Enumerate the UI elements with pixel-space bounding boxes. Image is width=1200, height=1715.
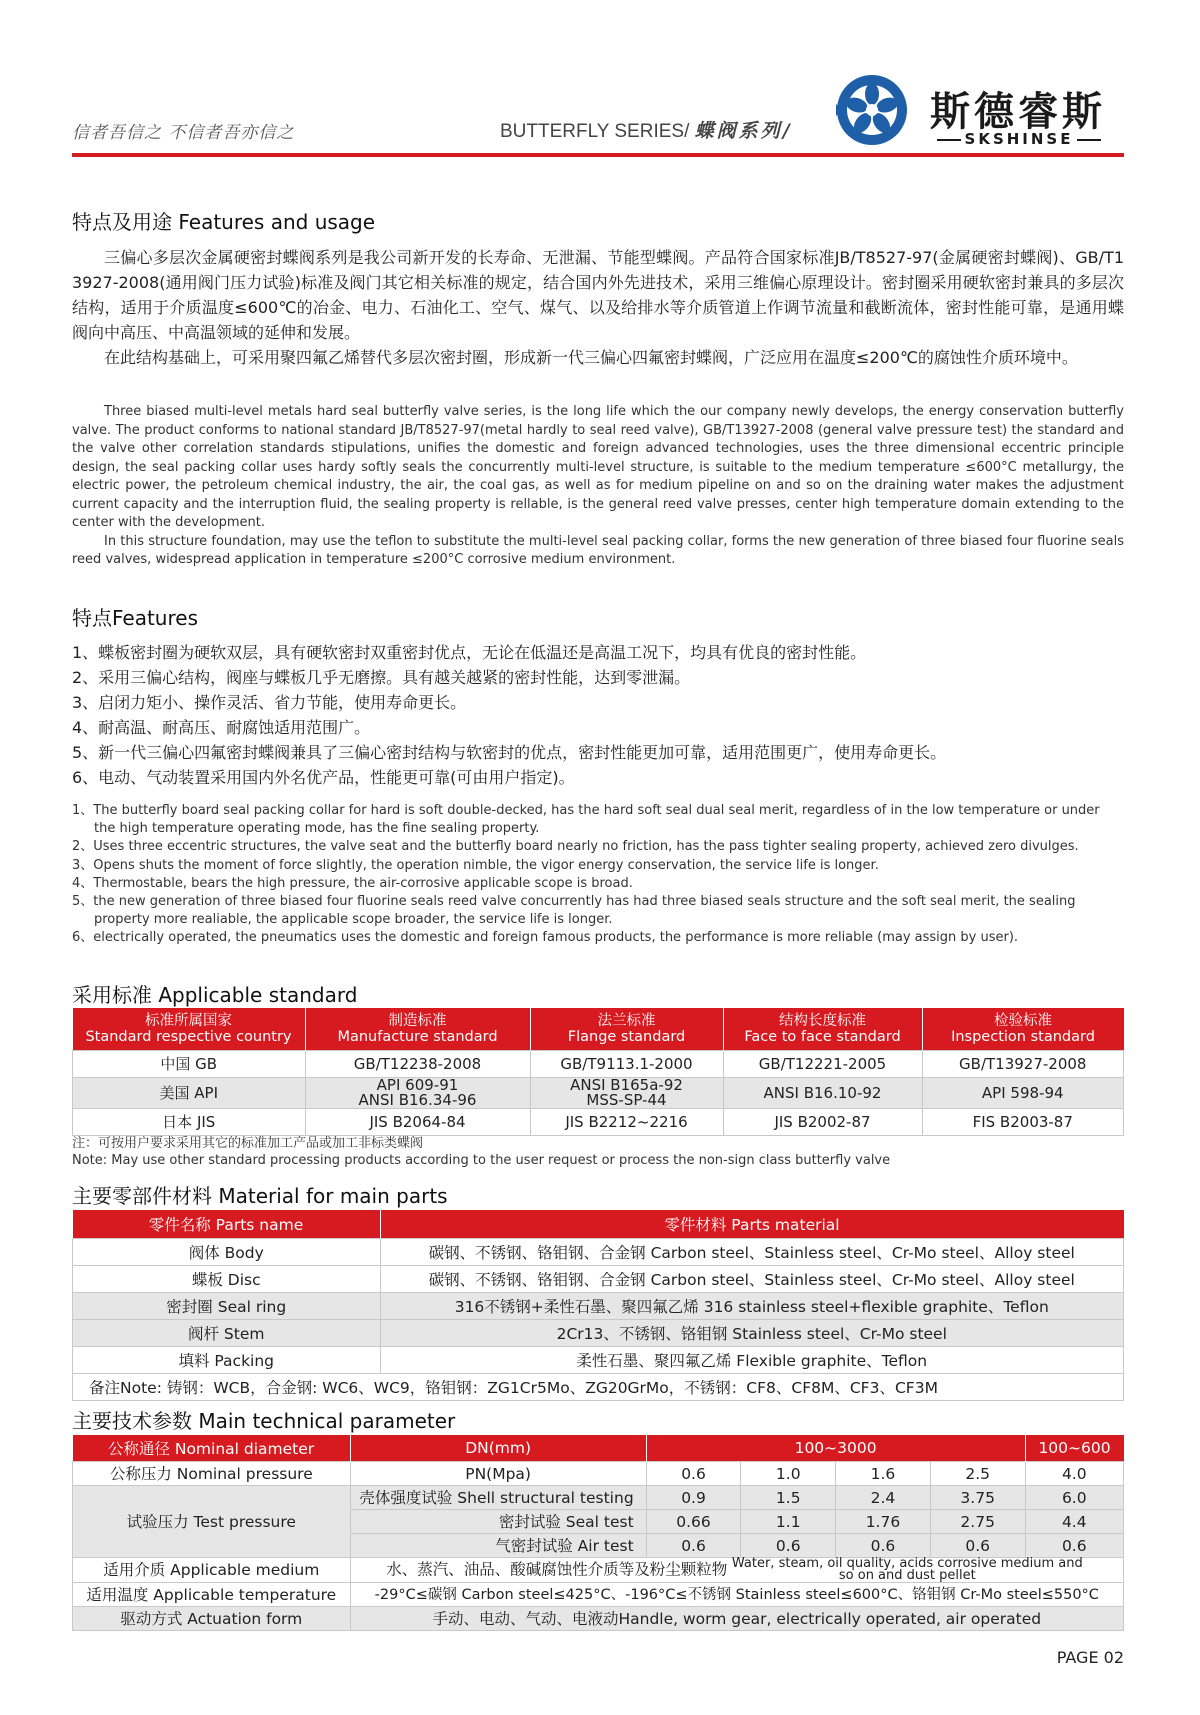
tech-header-row <box>73 1435 1124 1462</box>
standard-cell: ANSI B16.10-92 <box>723 1078 922 1109</box>
standard-cell: 日本 JIS <box>73 1109 306 1136</box>
standard-cell <box>305 1078 530 1109</box>
table-row <box>73 1051 1124 1078</box>
table-row <box>73 1607 1124 1631</box>
brand-name-cn: 斯德睿斯 <box>930 88 1106 135</box>
features-en-item: 3、Opens shuts the moment of force slightly, the operation nimble, the vigor energy conservation, the service life is longer. <box>72 857 879 873</box>
features-en-item: 1、The butterfly board seal packing collar for hard is soft double-decked, has the hard soft seal dual seal merit, regardless of in the low temperature or under the high temperature operating mode, has the fine sealing property. <box>72 803 1100 837</box>
standard-cell: GB/T9113.1-2000 <box>530 1051 723 1078</box>
materials-title: 主要零部件材料 Material for main parts <box>72 1184 448 1208</box>
features-usage-en <box>72 403 1124 570</box>
table-row <box>73 1293 1124 1320</box>
materials-part-name: 蝶板 Disc <box>73 1266 381 1293</box>
tech-header-range1: 100~3000 <box>646 1435 1025 1462</box>
materials-header-name: 零件名称 Parts name <box>73 1210 381 1239</box>
standard-header-row <box>73 1008 1124 1051</box>
standard-note-cn: 注：可按用户要求采用其它的标准加工产品或加工非标类蝶阀 <box>72 1136 424 1151</box>
standard-cell-line: API 609-91 <box>376 1076 459 1094</box>
features-usage-cn-p1: 三偏心多层次金属硬密封蝶阀系列是我公司新开发的长寿命、无泄漏、节能型蝶阀。产品符合国家标准JB/T8527-97(金属硬密封蝶阀)、GB/T1 3927-2008(通用阀门压力试验)标准及阀门其它相关标准的规定，结合国内外先进技术，采用三维偏心原理设计。密封圈采用硬软密封兼具的多层次结构，适用于介质温度≤600℃的冶金、电力、石油化工、空气、煤气、以及给排水等介质管道上作调节流量和截断流体，密封性能可靠，是通用蝶阀向中高压、中高温领域的延伸和发展。 <box>72 248 1124 342</box>
table-row <box>73 1109 1124 1136</box>
tech-value: 1.6 <box>836 1462 931 1486</box>
table-row <box>73 1462 1124 1486</box>
tech-value: 0.6 <box>646 1462 741 1486</box>
features-cn-item: 6、电动、气动装置采用国内外名优产品，性能更可靠(可由用户指定)。 <box>72 768 575 787</box>
table-row <box>73 1266 1124 1293</box>
series-title-en: BUTTERFLY SERIES/ <box>500 121 695 142</box>
features-list-cn <box>72 640 1124 790</box>
standard-cell: API 598-94 <box>922 1078 1124 1109</box>
standard-header-cn: 制造标准 <box>388 1013 447 1029</box>
tech-pn-label: 公称压力 Nominal pressure <box>73 1462 351 1486</box>
tech-value: 0.6 <box>930 1534 1025 1558</box>
standard-table <box>72 1008 1124 1136</box>
standard-header-manufacture <box>305 1008 530 1051</box>
tech-title: 主要技术参数 Main technical parameter <box>72 1409 456 1433</box>
header-rule <box>72 153 1124 157</box>
page-number: PAGE 02 <box>1056 1648 1124 1667</box>
standard-cell: JIS B2002-87 <box>723 1109 922 1136</box>
materials-part-name: 阀体 Body <box>73 1239 381 1266</box>
features-cn-item: 1、蝶板密封圈为硬软双层，具有硬软密封双重密封优点，无论在低温还是高温工况下，均具有优良的密封性能。 <box>72 643 867 662</box>
tech-medium-cn: 水、蒸汽、油品、酸碱腐蚀性介质等及粉尘颗粒物 <box>386 1560 728 1579</box>
tech-value: 0.66 <box>646 1510 741 1534</box>
standard-cell: JIS B2212~2216 <box>530 1109 723 1136</box>
tech-header-unit: DN(mm) <box>350 1435 646 1462</box>
tech-value: 0.6 <box>741 1534 836 1558</box>
tech-value: 0.9 <box>646 1486 741 1510</box>
features-en-item: 6、electrically operated, the pneumatics uses the domestic and foreign famous products, the performance is more reliable (may assign by user). <box>72 930 1019 946</box>
standard-cell: FIS B2003-87 <box>922 1109 1124 1136</box>
standard-header-flange <box>530 1008 723 1051</box>
tech-test-name: 密封试验 Seal test <box>350 1510 646 1534</box>
tech-value: 1.5 <box>741 1486 836 1510</box>
standard-cell-line: MSS-SP-44 <box>586 1091 667 1109</box>
tech-test-name: 气密封试验 Air test <box>350 1534 646 1558</box>
features-usage-cn <box>72 245 1124 370</box>
materials-part-material: 柔性石墨、聚四氟乙烯 Flexible graphite、Teflon <box>380 1347 1124 1374</box>
table-row <box>73 1239 1124 1266</box>
tech-act-label: 驱动方式 Actuation form <box>73 1607 351 1631</box>
features-en-item: 5、the new generation of three biased four fluorine seals reed valve concurrently has had three biased seals structure and the soft seal merit, the sealing property more realiable, the applicable scope broader, the service life is longer. <box>72 894 1076 928</box>
standard-cell: GB/T12238-2008 <box>305 1051 530 1078</box>
materials-table <box>72 1210 1124 1401</box>
brand-name-en-text: SKSHINSE <box>964 130 1074 148</box>
standard-header-cn: 标准所属国家 <box>145 1013 232 1029</box>
tech-medium-value <box>350 1558 1123 1583</box>
table-row <box>73 1347 1124 1374</box>
tech-value: 1.76 <box>836 1510 931 1534</box>
tech-test-name: 壳体强度试验 Shell structural testing <box>350 1486 646 1510</box>
table-row <box>73 1583 1124 1607</box>
tech-value: 2.5 <box>930 1462 1025 1486</box>
features-usage-en-p1: Three biased multi-level metals hard seal butterfly valve series, is the long life which the our company newly develops, the energy conservation butterfly valve. The product conforms to national standard JB/T8527-97(metal hardly to seal reed valve), GB/T13927-2008 (general valve pressure test) the standard and the valve other correlation standards stipulations, unifies the domestic and foreign advanced technologies, uses the three dimensional eccentric principle design, the seal packing collar uses hardy softly seals the concurrently multi-level structure, is suitable to the medium temperature ≤600°C metallurgy, the electric power, the petroleum chemical industry, the air, the coal gas, as well as for medium pipeline on and so on the draining water makes the adjustment current capacity and the interruption fluid, the sealing property is rellable, is the general reed valve presses, center high temperature domain extending to the center with the development. <box>72 404 1124 530</box>
standard-cell: GB/T12221-2005 <box>723 1051 922 1078</box>
standard-header-en: Flange standard <box>567 1029 686 1045</box>
materials-header-material: 零件材料 Parts material <box>380 1210 1124 1239</box>
tech-value: 4.0 <box>1025 1462 1123 1486</box>
features-en-item: 4、Thermostable, bears the high pressure, the air-corrosive applicable scope is broad. <box>72 875 633 891</box>
tech-act-value: 手动、电动、气动、电液动Handle, worm gear, electrically operated, air operated <box>350 1607 1123 1631</box>
tech-header-label: 公称通径 Nominal diameter <box>73 1435 351 1462</box>
tech-pn-unit: PN(Mpa) <box>350 1462 646 1486</box>
materials-header-row <box>73 1210 1124 1239</box>
brand-logo-icon <box>836 74 908 146</box>
table-row <box>73 1374 1124 1401</box>
tech-table <box>72 1435 1124 1631</box>
tech-temp-label: 适用温度 Applicable temperature <box>73 1583 351 1607</box>
features-cn-item: 2、采用三偏心结构，阀座与蝶板几乎无磨擦。具有越关越紧的密封性能，达到零泄漏。 <box>72 668 691 687</box>
standard-note <box>72 1135 890 1169</box>
features-usage-title: 特点及用途 Features and usage <box>72 210 376 234</box>
features-usage-en-p2: In this structure foundation, may use the teflon to substitute the multi-level seal packing collar, forms the new generation of three biased four fluorine seals reed valves, widespread application in temperature ≤200°C corrosive medium environment. <box>72 533 1124 567</box>
brand-name-en <box>930 130 1108 148</box>
slogan: 信者吾信之 不信者吾亦信之 <box>72 123 295 143</box>
tech-value: 2.75 <box>930 1510 1025 1534</box>
features-title: 特点Features <box>72 606 198 630</box>
tech-value: 0.6 <box>1025 1534 1123 1558</box>
tech-value: 6.0 <box>1025 1486 1123 1510</box>
tech-medium-label: 适用介质 Applicable medium <box>73 1558 351 1583</box>
materials-part-name: 阀杆 Stem <box>73 1320 381 1347</box>
standard-cell: JIS B2064-84 <box>305 1109 530 1136</box>
table-row <box>73 1486 1124 1510</box>
tech-temp-value: -29°C≤碳钢 Carbon steel≤425°C、-196°C≤不锈钢 Stainless steel≤600°C、铬钼钢 Cr-Mo steel≤550°C <box>350 1583 1123 1607</box>
series-title-cn: 蝶阀系列/ <box>694 120 793 142</box>
standard-header-en: Standard respective country <box>85 1029 292 1045</box>
standard-header-face <box>723 1008 922 1051</box>
tech-value: 1.1 <box>741 1510 836 1534</box>
standard-header-inspection <box>922 1008 1124 1051</box>
tech-medium-en: Water, steam, oil quality, acids corrosive medium and so on and dust pellet <box>731 1556 1083 1583</box>
tech-value: 1.0 <box>741 1462 836 1486</box>
features-cn-item: 4、耐高温、耐高压、耐腐蚀适用范围广。 <box>72 718 371 737</box>
standard-header-cn: 检验标准 <box>994 1013 1052 1029</box>
standard-cell: GB/T13927-2008 <box>922 1051 1124 1078</box>
materials-part-material: 碳钢、不锈钢、铬钼钢、合金钢 Carbon steel、Stainless steel、Cr-Mo steel、Alloy steel <box>380 1266 1124 1293</box>
materials-part-name: 填料 Packing <box>73 1347 381 1374</box>
table-row <box>73 1320 1124 1347</box>
standard-title: 采用标准 Applicable standard <box>72 983 358 1007</box>
standard-header-en: Face to face standard <box>744 1029 901 1045</box>
standard-header-cn: 结构长度标准 <box>779 1013 866 1029</box>
standard-header-en: Inspection standard <box>951 1029 1095 1045</box>
series-title <box>500 116 793 143</box>
materials-part-material: 316不锈钢+柔性石墨、聚四氟乙烯 316 stainless steel+flexible graphite、Teflon <box>380 1293 1124 1320</box>
standard-header-cn: 法兰标准 <box>597 1013 656 1029</box>
materials-part-material: 2Cr13、不锈钢、铬钼钢 Stainless steel、Cr-Mo steel <box>380 1320 1124 1347</box>
tech-value: 3.75 <box>930 1486 1025 1510</box>
materials-note: 备注Note: 铸钢：WCB，合金钢: WC6、WC9，铬钼钢：ZG1Cr5Mo、ZG20GrMo，不锈钢：CF8、CF8M、CF3、CF3M <box>73 1374 1124 1401</box>
tech-value: 0.6 <box>836 1534 931 1558</box>
standard-header-en: Manufacture standard <box>337 1029 498 1045</box>
table-row <box>73 1558 1124 1583</box>
standard-cell-line: ANSI B16.34-96 <box>358 1091 477 1109</box>
tech-value: 0.6 <box>646 1534 741 1558</box>
materials-part-material: 碳钢、不锈钢、铬钼钢、合金钢 Carbon steel、Stainless steel、Cr-Mo steel、Alloy steel <box>380 1239 1124 1266</box>
tech-header-range2: 100~600 <box>1025 1435 1123 1462</box>
standard-cell <box>530 1078 723 1109</box>
standard-cell: 美国 API <box>73 1078 306 1109</box>
features-usage-cn-p2: 在此结构基础上，可采用聚四氟乙烯替代多层次密封圈，形成新一代三偏心四氟密封蝶阀，广泛应用在温度≤200℃的腐蚀性介质环境中。 <box>104 348 1078 367</box>
tech-value: 4.4 <box>1025 1510 1123 1534</box>
materials-part-name: 密封圈 Seal ring <box>73 1293 381 1320</box>
standard-note-en: Note: May use other standard processing products according to the user request or process the non-sign class butterfly valve <box>72 1153 891 1168</box>
features-cn-item: 5、新一代三偏心四氟密封蝶阀兼具了三偏心密封结构与软密封的优点，密封性能更加可靠，适用范围更广，使用寿命更长。 <box>72 743 947 762</box>
features-cn-item: 3、启闭力矩小、操作灵活、省力节能，使用寿命更长。 <box>72 693 467 712</box>
tech-test-label: 试验压力 Test pressure <box>73 1486 351 1558</box>
standard-cell-line: ANSI B165a-92 <box>570 1076 683 1094</box>
standard-header-country <box>73 1008 306 1051</box>
standard-cell: 中国 GB <box>73 1051 306 1078</box>
table-row <box>73 1078 1124 1109</box>
features-list-en <box>72 802 1124 948</box>
features-en-item: 2、Uses three eccentric structures, the valve seat and the butterfly board nearly no friction, has the pass tighter sealing property, achieved zero divulges. <box>72 839 1079 855</box>
tech-value: 2.4 <box>836 1486 931 1510</box>
